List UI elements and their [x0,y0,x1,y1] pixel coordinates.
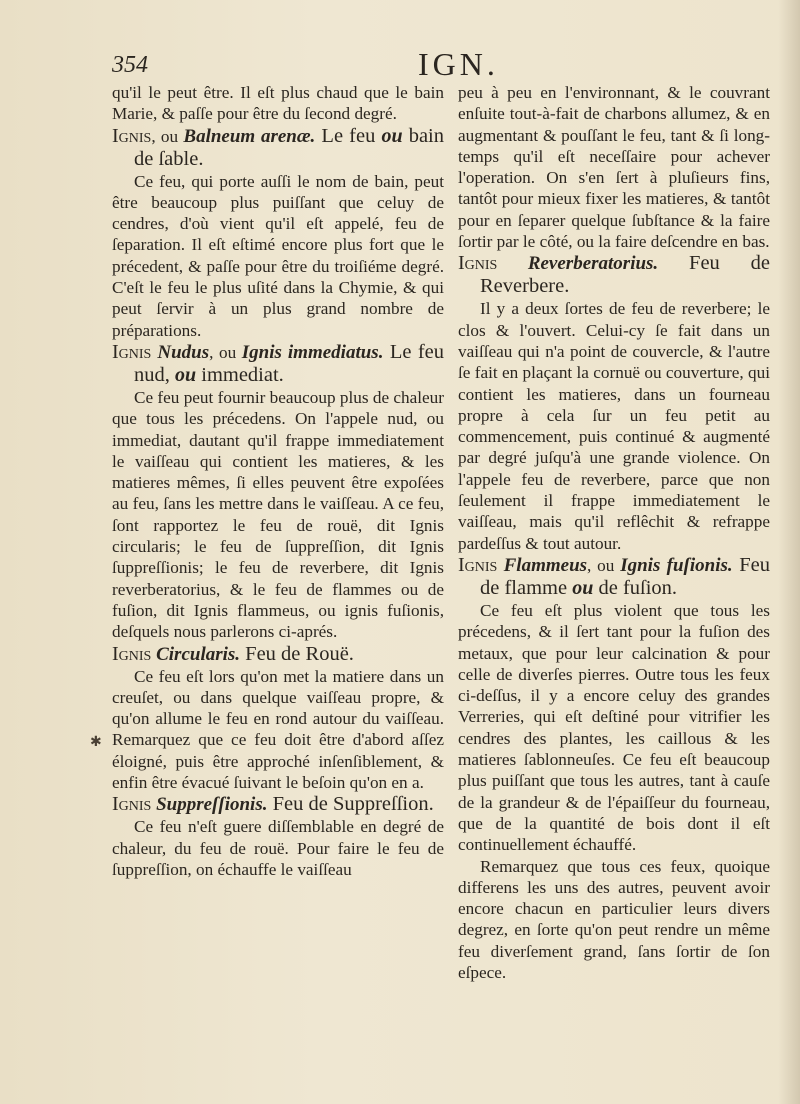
french-term: Feu de flamme [480,553,771,599]
french-term-continued: immediat. [196,363,284,386]
latin-term-alt: Ignis immediatus. [241,341,384,363]
paragraph: Ce feu peut fournir beaucoup plus de chaleur que tous les précedens. On l'appele nud, ou immediat, dautant qu'il frappe immediatement le vaiſſeau qui contient les matieres, & les matieres mêmes, ſi elles peuvent être expoſées au feu, ſans les mettre dans le vaiſſeau. A ce feu, ſont rapportez le feu de rouë, dit Ignis circularis; le feu de ſuppreſſion, dit Ignis ſuppreſſionis; le feu de reverbere, dit Ignis reverberatorius, & le feu de flammes ou de fuſion, dit Ignis flammeus, ou ignis fuſionis, deſquels nous parlerons ci-aprés. [112,387,444,642]
french-term: Le feu nud, [134,340,445,386]
heading-separator: , ou [151,126,184,146]
latin-term: Flammeus [497,554,588,576]
latin-term: Nudus [151,341,210,363]
right-column [458,82,770,983]
heading-separator: , ou [209,342,242,362]
paragraph: Ce feu n'eſt guere diſſemblable en degré de chaleur, du feu de rouë. Pour faire le feu de ſuppreſſion, on échauffe le vaiſſeau [112,817,444,879]
latin-term: Balneum arenæ. [183,125,316,147]
left-column [112,82,444,880]
heading-conjunction: ou [381,124,403,147]
latin-term: Suppreſſionis. [151,794,268,816]
french-term: Feu de Rouë. [240,642,354,665]
heading-separator: , ou [587,555,621,575]
entry-keyword: Ignis [112,124,152,147]
page-number: 354 [112,52,148,78]
entry-keyword: Ignis [458,553,498,576]
entry-heading [458,554,770,600]
paragraph: Il y a deux ſortes de feu de reverbere; le clos & l'ouvert. Celui-cy ſe fait dans un vaiſſeau qui n'a point de couvercle, & l'autre ſe fait en plaçant la cornuë ou couverture, qui contient les matieres, dans un fourneau propre à cela ſur un feu petit au commencement, puis continué & augmenté par degré juſqu'à une grande violence. On l'appele feu de reverbere, parce que non ſeulement il frappe immediatement le vaiſſeau, mais qu'il reflêchit & refrappe pardeſſus & tout autour. [458,299,770,553]
paragraph: Remarquez que tous ces feux, quoique differens les uns des autres, peuvent avoir encore chacun en particulier leurs divers degrez, en ſorte qu'on peut rendre un même feu diverſement grand, ſans ſortir de ſon eſpece. [458,856,770,982]
entry-heading [458,252,770,298]
margin-asterisk-icon: ✱ [90,735,102,750]
paragraph: Ce feu eſt plus violent que tous les précedens, & il ſert tant pour la fuſion des metaux, que pour leur calcination & pour celle de diverſes pierres. Outre tous les feux ci-deſſus, il y a encore celuy des grandes Verreries, qui eſt deſtiné pour vitrifier les cendres des plantes, les caillous & les matieres ſablonneuſes. Ce feu eſt beaucoup plus puiſſant que tous les autres, tant à cauſe de la grandeur & de l'épaiſſeur du fourneau, que de la quantité de bois dont il eſt continuellement échauffé. [458,600,770,855]
entry-keyword: Ignis [112,793,152,816]
latin-term-alt: Ignis fuſionis. [620,554,733,576]
entry-heading [112,125,444,171]
latin-term: Reverberatorius. [497,253,659,275]
french-term-continued: de fuſion. [593,576,678,599]
latin-term: Circularis. [151,643,241,665]
entry-keyword: Ignis [112,642,152,665]
paragraph: qu'il le peut être. Il eſt plus chaud que le bain Marie, & paſſe pour être du ſecond degré. [112,83,444,124]
running-head: IGN. [418,46,499,82]
heading-conjunction: ou [175,363,197,386]
page-gutter-shadow [778,0,800,1104]
french-term: Feu de Suppreſſion. [267,793,434,816]
paragraph: peu à peu en l'environnant, & le couvrant enſuite tout-à-fait de charbons allumez, & en augmentant & pouſſant le feu, tant & ſi long-temps qu'il eſt neceſſaire pour achever l'operation. On s'en ſert à pluſieurs fins, tantôt pour mieux fixer les matieres, & tantôt pour en ſeparer quelque ſubſtance & la faire ſortir par le côté, ou la faire deſcendre en bas. [458,83,770,252]
paragraph: Ce feu eſt lors qu'on met la matiere dans un creuſet, ou dans quelque vaiſſeau propre, & qu'on allume le feu en rond autour du vaiſſeau. Remarquez que ce feu doit être d'abord aſſez éloigné, puis être approché inſenſiblement, & enfin être évacué ſuivant le beſoin qu'on en a. [112,666,444,793]
entry-keyword: Ignis [458,252,498,275]
french-term: Feu de Reverbere. [480,252,770,298]
paragraph: Ce feu, qui porte auſſi le nom de bain, peut être beaucoup plus puiſſant que celuy de cendres, d'où vient qu'il eſt appelé, feu de ſeparation. Il eſt eſtimé encore plus fort que le précedent, & paſſe pour être du troiſiéme degré. C'eſt le feu le plus uſité dans la Chymie, & qui peut ſervir à un plus grand nombre de préparations. [112,171,444,340]
entry-keyword: Ignis [112,340,152,363]
french-term-continued: bain de ſable. [134,124,445,170]
heading-conjunction: ou [572,576,594,599]
entry-heading [112,341,444,387]
entry-heading [112,793,444,816]
french-term: Le feu [315,124,382,147]
entry-heading [112,643,444,666]
